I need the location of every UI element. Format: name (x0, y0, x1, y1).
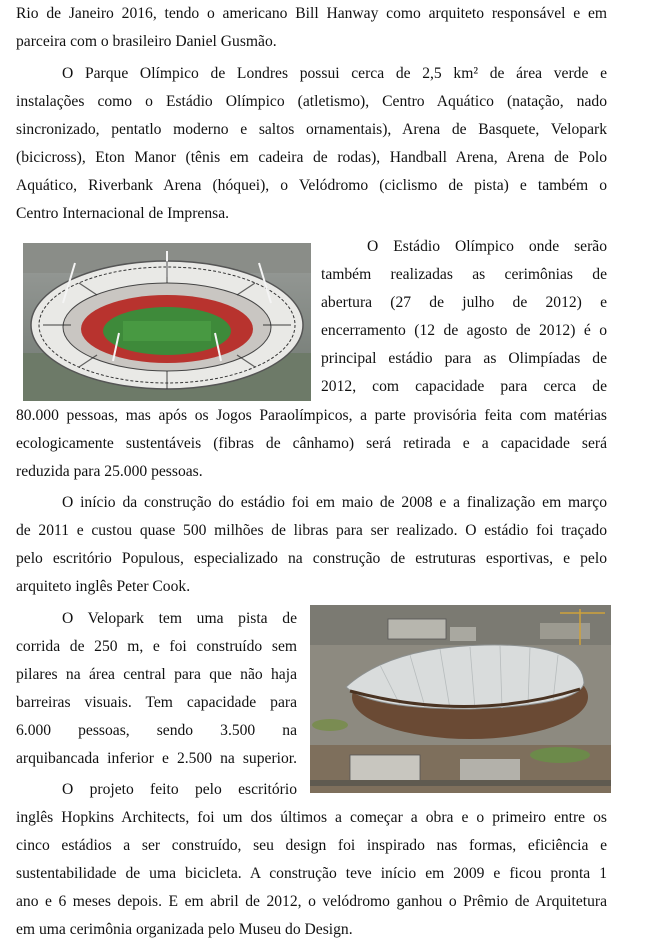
text-line: 6.000 pessoas, sendo 3.500 na (16, 722, 297, 739)
text-line: também realizadas as cerimônias de (321, 266, 607, 283)
text-line: abertura (27 de julho de 2012) e (321, 294, 607, 311)
text-line: arquiteto inglês Peter Cook. (16, 578, 191, 595)
text-line: instalações como o Estádio Olímpico (atletismo), Centro Aquático (natação, nado (16, 93, 607, 110)
text-line: corrida de 250 m, e foi construído sem (16, 638, 297, 655)
text-line: encerramento (12 de agosto de 2012) é o (321, 322, 607, 339)
text-line: 80.000 pessoas, mas após os Jogos Paraolímpicos, a parte provisória feita com matérias (16, 407, 607, 424)
text-line: sustentabilidade de uma bicicleta. A construção teve início em 2009 e ficou pronta 1 (16, 865, 607, 882)
text-line: arquibancada inferior e 2.500 na superior. (16, 750, 297, 767)
text-line: O início da construção do estádio foi em maio de 2008 e a finalização em março (62, 494, 607, 511)
velodrome-photo (310, 605, 611, 793)
text-line: Centro Internacional de Imprensa. (16, 205, 230, 222)
text-line: ecologicamente sustentáveis (fibras de cânhamo) será retirada e a capacidade será (16, 435, 607, 452)
text-line: O Velopark tem uma pista de (62, 610, 297, 627)
text-line: sincronizado, pentatlo moderno e saltos ornamentais), Arena de Basquete, Velopark (16, 121, 607, 138)
text-line: principal estádio para as Olimpíadas de (321, 350, 607, 367)
text-line: de 2011 e custou quase 500 milhões de libras para ser realizado. O estádio foi traçado (16, 522, 607, 539)
text-line: inglês Hopkins Architects, foi um dos últimos a começar a obra e o primeiro entre os (16, 809, 607, 826)
text-line: Aquático, Riverbank Arena (hóquei), o Velódromo (ciclismo de pista) e também o (16, 177, 607, 194)
text-line: Rio de Janeiro 2016, tendo o americano Bill Hanway como arquiteto responsável e em (16, 5, 607, 22)
text-line: O projeto feito pelo escritório (62, 781, 297, 798)
text-line: O Estádio Olímpico onde serão (367, 238, 607, 255)
text-line: ano e 6 meses depois. E em abril de 2012, o velódromo ganhou o Prêmio de Arquitetura (16, 893, 607, 910)
text-line: 2012, com capacidade para cerca de (321, 378, 607, 395)
text-line: parceira com o brasileiro Daniel Gusmão. (16, 33, 277, 50)
text-line: (bicicross), Eton Manor (tênis em cadeira de rodas), Handball Arena, Arena de Polo (16, 149, 607, 166)
text-line: barreiras visuais. Tem capacidade para (16, 694, 297, 711)
text-line: pelo escritório Populous, especializado na construção de estruturas esportivas, e pelo (16, 550, 607, 567)
text-line: cinco estádios a ser construído, seu design foi inspirado nas formas, eficiência e (16, 837, 607, 854)
olympic-stadium-photo (23, 243, 311, 401)
text-line: pilares na área central para que não haja (16, 666, 297, 683)
text-line: reduzida para 25.000 pessoas. (16, 463, 203, 480)
text-line: em uma cerimônia organizada pelo Museu do Design. (16, 921, 353, 938)
text-line: O Parque Olímpico de Londres possui cerca de 2,5 km² de área verde e (62, 65, 607, 82)
